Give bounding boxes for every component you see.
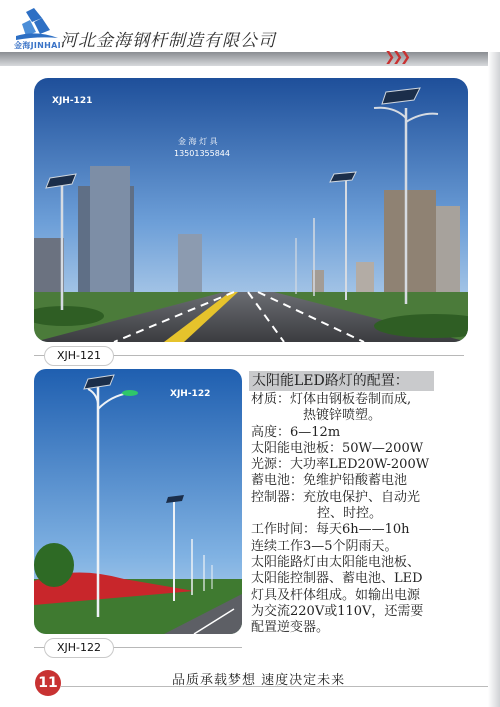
product-photo-xjh-121: [34, 78, 468, 342]
company-name: 河北金海钢杆制造有限公司: [60, 31, 276, 51]
header-band: [0, 52, 500, 66]
watermark-name: 金 海 灯 具: [178, 137, 218, 146]
config-details: [251, 392, 473, 636]
page-number: 11: [35, 670, 61, 696]
config-line: 控制器：充放电保护、自动光: [251, 489, 421, 505]
config-line: 工作时间：每天6h——10h: [251, 522, 410, 538]
logo-wordmark: 金海JINHAI: [14, 41, 61, 50]
config-line: 太阳能路灯由太阳能电池板、: [251, 554, 421, 570]
config-line: 控、时控。: [317, 506, 383, 522]
config-line: 热镀锌喷塑。: [303, 408, 382, 424]
config-line: 配置逆变器。: [251, 620, 330, 636]
config-line: 太阳能电池板：50W—200W: [251, 440, 424, 456]
roadside-scene: [34, 369, 242, 634]
config-line: 材质：灯体由钢板卷制而成,: [251, 392, 412, 407]
config-line: 高度：6—12m: [251, 424, 341, 440]
config-line: 太阳能控制器、蓄电池、LED: [251, 571, 423, 587]
photo-caption: XJH-122: [44, 638, 114, 658]
config-title: 太阳能LED路灯的配置：: [249, 371, 434, 391]
chevron-decoration-icon: ❯❯❯: [384, 50, 408, 65]
city-street-scene: [34, 78, 468, 342]
footer-slogan: 品质承载梦想 速度决定未来: [172, 673, 346, 688]
watermark-phone: 13501355844: [174, 149, 230, 158]
product-photo-xjh-122: [34, 369, 242, 634]
config-line: 连续工作3—5个阴雨天。: [251, 538, 398, 554]
photo-caption: XJH-121: [44, 346, 114, 366]
config-line: 为交流220V或110V，还需要: [251, 603, 424, 619]
photo-model-label: XJH-121: [52, 96, 93, 106]
config-line: 灯具及杆体组成。如输出电源: [251, 587, 421, 603]
config-line: 光源：大功率LED20W-200W: [251, 457, 430, 473]
photo-model-label: XJH-122: [170, 389, 211, 399]
config-line: 蓄电池：免维护铅酸蓄电池: [251, 473, 408, 489]
page-edge-shade: [488, 52, 500, 707]
